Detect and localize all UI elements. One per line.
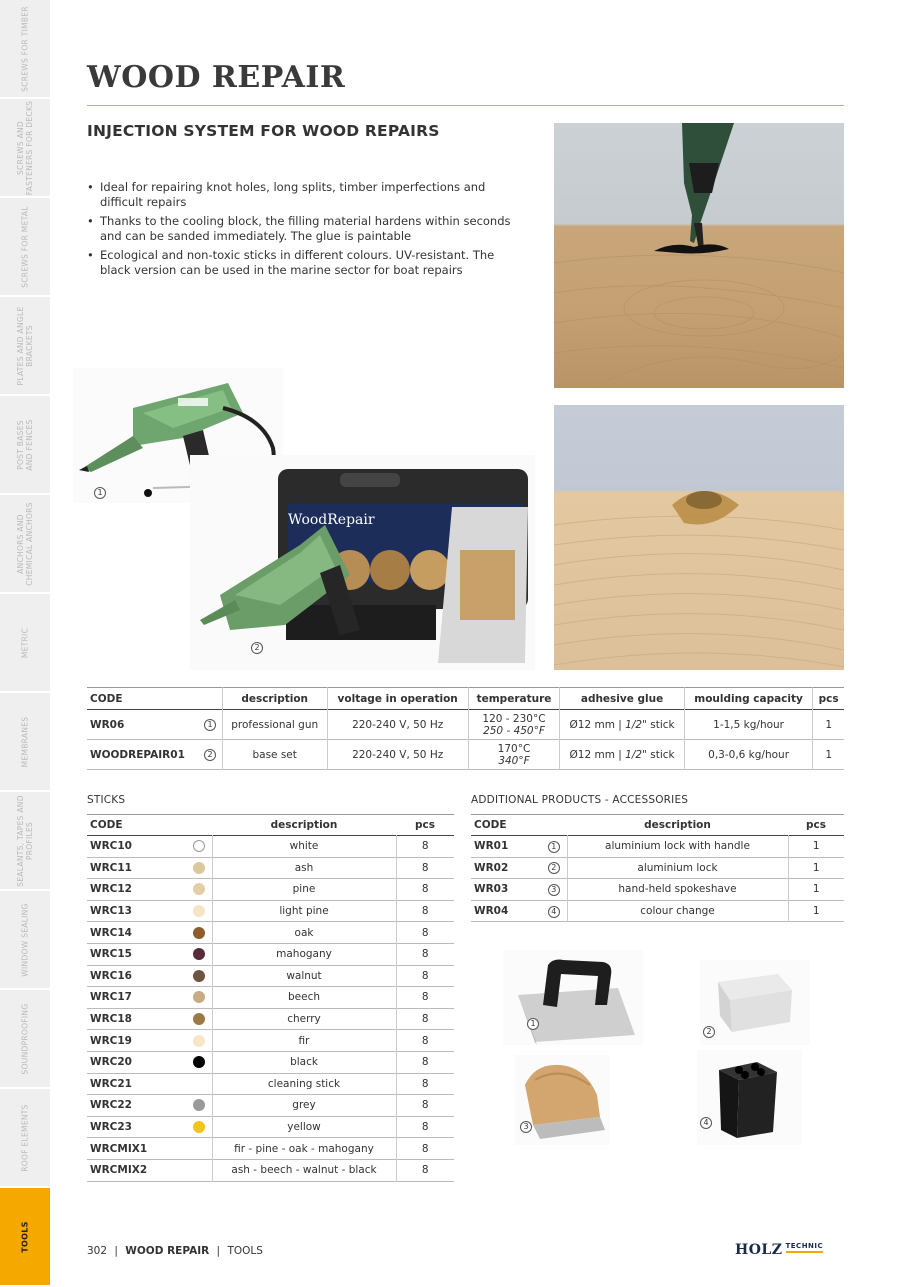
col-pcs: pcs (813, 688, 844, 710)
table-row (87, 1138, 454, 1160)
row-swatch-cell (187, 1138, 212, 1160)
table-row (87, 1159, 454, 1181)
row-description: aluminium lock with handle (605, 840, 750, 853)
accessories-title: ADDITIONAL PRODUCTS - ACCESSORIES (471, 794, 689, 806)
row-description: mahogany (276, 948, 332, 961)
row-pcs: 8 (396, 857, 454, 879)
glue-mm: Ø12 mm | (569, 718, 622, 731)
colour-swatch-icon (193, 1121, 205, 1133)
accessory-marker-3: 3 (520, 1121, 532, 1133)
sticks-title: STICKS (87, 794, 126, 806)
row-code: WRC14 (90, 926, 132, 939)
row-description: colour change (640, 905, 715, 918)
col-adhesive: adhesive glue (560, 688, 685, 710)
colour-swatch-icon (193, 862, 205, 874)
row-swatch-cell (187, 1095, 212, 1117)
table-row (471, 900, 844, 922)
table-header-row (471, 815, 844, 836)
colour-swatch-icon (193, 883, 205, 895)
row-swatch-cell (187, 922, 212, 944)
row-temperature (468, 740, 560, 770)
sidebar-tab-label: ANCHORS AND CHEMICAL ANCHORS (16, 501, 34, 586)
row-code: WRC11 (90, 861, 132, 874)
row-code: WRC17 (90, 991, 132, 1004)
sidebar-tab[interactable] (0, 990, 50, 1089)
table-row (87, 836, 454, 858)
photo-base-set (190, 455, 535, 670)
row-code: WRC20 (90, 1056, 132, 1069)
row-swatch-cell (187, 1008, 212, 1030)
table-row (87, 1073, 454, 1095)
row-description: aluminium lock (637, 861, 718, 874)
row-swatch-cell (187, 879, 212, 901)
row-pcs: 8 (396, 1073, 454, 1095)
row-description: black (290, 1056, 318, 1069)
table-header-row (87, 815, 454, 836)
accessories-table (471, 814, 844, 922)
row-marker-cell (541, 900, 567, 922)
row-description: fir - pine - oak - mahogany (234, 1142, 374, 1155)
row-marker: 1 (204, 719, 216, 731)
row-description: beech (287, 991, 320, 1004)
row-marker: 4 (548, 906, 560, 918)
row-marker-cell (198, 710, 222, 740)
row-code: WRCMIX1 (90, 1142, 148, 1155)
sidebar-tab[interactable] (0, 594, 50, 693)
row-swatch-cell (187, 1159, 212, 1181)
sidebar-tab-label: SCREWS AND FASTENERS FOR DECKS (16, 100, 34, 195)
photo-colour-change (697, 1050, 802, 1145)
row-pcs: 1 (788, 836, 844, 858)
table-row (87, 1030, 454, 1052)
row-description: oak (294, 926, 314, 939)
row-code: WR01 (474, 840, 509, 853)
photo-glue-injection (554, 123, 844, 388)
table-row (87, 1051, 454, 1073)
footer-separator: | (114, 1245, 118, 1257)
row-description: cleaning stick (267, 1077, 341, 1090)
section-sidebar (0, 0, 50, 1287)
colour-swatch-icon (193, 840, 205, 852)
temp-fahrenheit: 250 - 450°F (483, 724, 545, 737)
row-marker: 3 (548, 884, 560, 896)
sidebar-tab-label: SCREWS FOR METAL (20, 205, 30, 288)
logo-main: HOLZ (735, 1242, 783, 1258)
row-marker: 2 (548, 862, 560, 874)
row-description: white (289, 840, 319, 853)
row-description: fir (298, 1034, 310, 1047)
row-code: WRC12 (90, 883, 132, 896)
col-description: description (222, 688, 327, 710)
temp-fahrenheit: 340°F (498, 754, 530, 767)
row-pcs: 1 (813, 740, 844, 770)
photo-lock-with-handle (503, 950, 643, 1045)
colour-swatch-icon (193, 927, 205, 939)
row-code: WR04 (474, 905, 509, 918)
row-code: WRC13 (90, 905, 132, 918)
colour-swatch-icon (193, 1035, 205, 1047)
sticks-table (87, 814, 454, 1182)
table-row (87, 1095, 454, 1117)
colour-swatch-icon (193, 948, 205, 960)
page-number: 302 (87, 1245, 108, 1257)
row-code: WRC23 (90, 1121, 132, 1134)
col-description: description (644, 819, 711, 831)
sidebar-tab[interactable] (0, 198, 50, 297)
row-voltage: 220-240 V, 50 Hz (327, 740, 468, 770)
row-code: WR06 (90, 718, 125, 731)
table-row (87, 943, 454, 965)
col-code: CODE (474, 819, 507, 831)
row-code: WOODREPAIR01 (90, 748, 185, 761)
row-description: base set (222, 740, 327, 770)
temp-celsius: 120 - 230°C (482, 712, 546, 725)
row-pcs: 8 (396, 987, 454, 1009)
title-rule (87, 105, 844, 106)
footer-separator: | (216, 1245, 221, 1257)
row-code: WRC10 (90, 840, 132, 853)
row-marker: 2 (204, 749, 216, 761)
colour-swatch-icon (193, 970, 205, 982)
row-code: WRC21 (90, 1077, 132, 1090)
row-adhesive (560, 710, 685, 740)
case-label: WoodRepair (288, 512, 375, 528)
page-title: WOOD REPAIR (87, 60, 346, 95)
sidebar-tab[interactable] (0, 1089, 50, 1188)
row-code: WR03 (474, 883, 509, 896)
sidebar-tab-label: POST BASES AND FENCES (16, 418, 34, 471)
page-footer (87, 1245, 263, 1257)
row-code: WR02 (474, 861, 509, 874)
row-pcs: 8 (396, 1008, 454, 1030)
photo-spokeshave (515, 1055, 610, 1145)
row-swatch-cell (187, 1116, 212, 1138)
row-marker-cell (541, 879, 567, 901)
feature-list (87, 180, 527, 282)
row-pcs: 1 (788, 879, 844, 901)
row-swatch-cell (187, 965, 212, 987)
table-row (87, 857, 454, 879)
row-description: yellow (287, 1121, 321, 1134)
sidebar-tab-label: ROOF ELEMENTS (20, 1103, 30, 1172)
colour-swatch-icon (193, 991, 205, 1003)
row-marker: 1 (548, 841, 560, 853)
table-header-row (87, 688, 844, 710)
table-row (87, 1008, 454, 1030)
row-swatch-cell (187, 1073, 212, 1095)
brand-logo (735, 1242, 823, 1258)
row-pcs: 8 (396, 1051, 454, 1073)
colour-swatch-icon (193, 905, 205, 917)
col-temperature: temperature (468, 688, 560, 710)
row-description: professional gun (222, 710, 327, 740)
sidebar-tab-label: METRIC (20, 627, 30, 658)
sidebar-tab[interactable] (0, 693, 50, 792)
row-pcs: 1 (788, 857, 844, 879)
row-pcs: 8 (396, 943, 454, 965)
row-pcs: 8 (396, 900, 454, 922)
row-pcs: 8 (396, 1159, 454, 1181)
table-row (87, 965, 454, 987)
colour-swatch-icon (193, 1099, 205, 1111)
sidebar-tab-label: PLATES AND ANGLE BRACKETS (16, 305, 34, 386)
row-marker-cell (541, 857, 567, 879)
sidebar-tab[interactable] (0, 396, 50, 495)
row-pcs: 8 (396, 1030, 454, 1052)
product-marker-1: 1 (94, 487, 106, 499)
feature-bullet: • Thanks to the cooling block, the filling material hardens within seconds and can be sanded immediately. The glue is paintable (87, 214, 527, 244)
row-swatch-cell (187, 900, 212, 922)
temp-celsius: 170°C (497, 742, 531, 755)
sidebar-tab[interactable] (0, 792, 50, 891)
row-description: walnut (286, 969, 322, 982)
sidebar-tab-label: SOUNDPROOFING (20, 1003, 30, 1074)
col-capacity: moulding capacity (684, 688, 812, 710)
glue-inch: 1/2" (625, 748, 647, 761)
table-row (471, 879, 844, 901)
row-marker-cell (198, 740, 222, 770)
colour-swatch-icon (193, 1056, 205, 1068)
row-voltage: 220-240 V, 50 Hz (327, 710, 468, 740)
row-swatch-cell (187, 836, 212, 858)
row-capacity: 0,3-0,6 kg/hour (684, 740, 812, 770)
feature-bullet: • Ideal for repairing knot holes, long splits, timber imperfections and difficult repairs (87, 180, 527, 210)
row-code: WRC22 (90, 1099, 132, 1112)
row-pcs: 1 (788, 900, 844, 922)
row-temperature (468, 710, 560, 740)
row-description: pine (292, 883, 316, 896)
row-description: ash (294, 861, 314, 874)
row-description: hand-held spokeshave (618, 883, 737, 896)
table-row (87, 900, 454, 922)
glue-inch: 1/2" (625, 718, 647, 731)
row-code: WRC19 (90, 1034, 132, 1047)
glue-mm: Ø12 mm | (569, 748, 622, 761)
row-swatch-cell (187, 857, 212, 879)
sidebar-tab-label: TOOLS (20, 1220, 30, 1253)
row-code: WRC15 (90, 948, 132, 961)
sidebar-tab[interactable] (0, 495, 50, 594)
row-code: WRCMIX2 (90, 1164, 148, 1177)
row-description: grey (292, 1099, 316, 1112)
row-code: WRC18 (90, 1013, 132, 1026)
sidebar-tab-label: MEMBRANES (20, 716, 30, 767)
footer-section: WOOD REPAIR (125, 1245, 210, 1257)
sidebar-tab[interactable] (0, 297, 50, 396)
col-voltage: voltage in operation (327, 688, 468, 710)
row-pcs: 8 (396, 1095, 454, 1117)
table-row (87, 740, 844, 770)
colour-swatch-icon (193, 1013, 205, 1025)
logo-sub: TECHNIC (786, 1242, 824, 1253)
col-pcs: pcs (415, 819, 435, 831)
page-subtitle: INJECTION SYSTEM FOR WOOD REPAIRS (87, 122, 440, 140)
row-swatch-cell (187, 987, 212, 1009)
col-pcs: pcs (806, 819, 826, 831)
photo-wood-knot (554, 405, 844, 670)
sidebar-tab[interactable] (0, 1188, 50, 1287)
accessory-marker-1: 1 (527, 1018, 539, 1030)
photo-aluminium-lock (700, 960, 810, 1045)
row-swatch-cell (187, 1051, 212, 1073)
col-description: description (270, 819, 338, 831)
sidebar-tab-label: WINDOW SEALING (20, 902, 30, 977)
table-row (87, 1116, 454, 1138)
sidebar-tab[interactable] (0, 891, 50, 990)
accessory-marker-4: 4 (700, 1117, 712, 1129)
table-row (87, 879, 454, 901)
row-description: cherry (287, 1013, 321, 1026)
glue-suffix: stick (650, 748, 675, 761)
table-row (87, 987, 454, 1009)
table-row (87, 922, 454, 944)
sidebar-tab-label: SEALANTS, TAPES AND PROFILES (16, 794, 34, 887)
col-code: CODE (90, 819, 123, 831)
table-row (471, 857, 844, 879)
table-row (87, 710, 844, 740)
row-adhesive (560, 740, 685, 770)
row-pcs: 1 (813, 710, 844, 740)
row-pcs: 8 (396, 836, 454, 858)
row-capacity: 1-1,5 kg/hour (684, 710, 812, 740)
row-description: light pine (279, 905, 329, 918)
sidebar-tab-label: SCREWS FOR TIMBER (20, 5, 30, 92)
row-swatch-cell (187, 1030, 212, 1052)
feature-bullet: • Ecological and non-toxic sticks in different colours. UV-resistant. The black version can be used in the marine sector for boat repairs (87, 248, 527, 278)
row-marker-cell (541, 836, 567, 858)
row-description: ash - beech - walnut - black (231, 1164, 377, 1177)
sidebar-tab[interactable] (0, 99, 50, 198)
main-product-table (87, 687, 844, 770)
accessory-marker-2: 2 (703, 1026, 715, 1038)
product-marker-2: 2 (251, 642, 263, 654)
row-pcs: 8 (396, 965, 454, 987)
footer-chapter: TOOLS (227, 1245, 263, 1257)
sidebar-tab[interactable] (0, 0, 50, 99)
row-pcs: 8 (396, 922, 454, 944)
row-pcs: 8 (396, 1138, 454, 1160)
row-pcs: 8 (396, 1116, 454, 1138)
table-row (471, 836, 844, 858)
row-pcs: 8 (396, 879, 454, 901)
row-code: WRC16 (90, 969, 132, 982)
col-code: CODE (90, 692, 123, 705)
glue-suffix: stick (650, 718, 675, 731)
row-swatch-cell (187, 943, 212, 965)
